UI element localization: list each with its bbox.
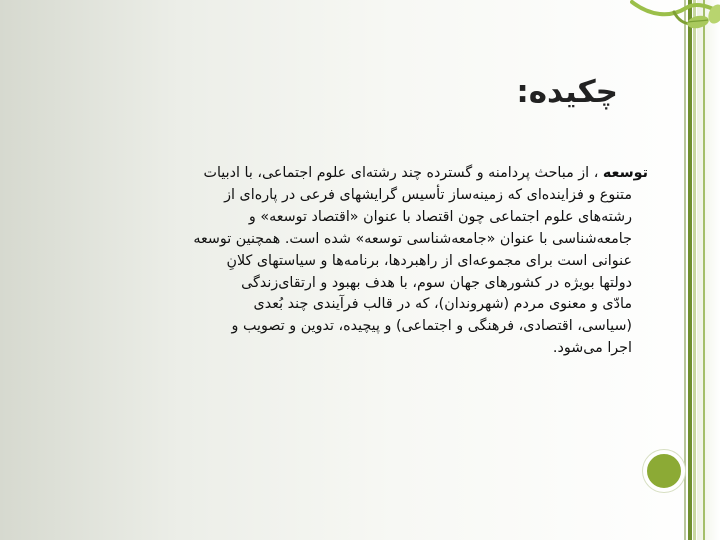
paragraph-line: اجرا می‌شود. (552, 340, 632, 357)
paragraph-line-1 (70, 163, 648, 185)
decorative-stripe (697, 0, 720, 540)
paragraph-text: ، از مباحث پردامنه و گسترده چند رشته‌ای علوم اجتماعی، با ادبیات (203, 165, 603, 181)
abstract-paragraph (70, 163, 648, 360)
paragraph-line: (سیاسی، اقتصادی، فرهنگی و اجتماعی) و پیچیده، تدوین و تصویب و (231, 318, 632, 335)
paragraph-line: مادّی و معنوی مردم (شهروندان)، که در قالب فرآیندی چند بُعدی (253, 296, 632, 313)
decorative-stripe (688, 0, 692, 540)
leaf-vine-icon (630, 0, 720, 38)
decorative-stripe (703, 0, 705, 540)
paragraph-line: جامعه‌شناسی با عنوان «جامعه‌شناسی توسعه» شده است. همچنین توسعه (193, 230, 632, 247)
key-term: توسعه (602, 165, 648, 181)
slide-title: چکیده: (516, 74, 618, 110)
paragraph-line: رشته‌های علوم اجتماعی چون اقتصاد با عنوان «اقتصاد توسعه» و (248, 208, 632, 225)
green-circle-icon (643, 450, 685, 492)
paragraph-line: دولتها بویژه در کشورهای جهان سوم، با هدف بهبود و ارتقای‌زندگی (241, 274, 632, 291)
decorative-stripe (693, 0, 696, 540)
decorative-stripe (684, 0, 686, 540)
paragraph-line: عنوانی است برای مجموعه‌ای از راهبردها، برنامه‌ها و سیاستهای کلانِ (226, 252, 632, 269)
paragraph-line: متنوع و فزاینده‌ای که زمینه‌ساز تأسیس گرایشهای فرعی در پاره‌ای از (224, 186, 632, 203)
